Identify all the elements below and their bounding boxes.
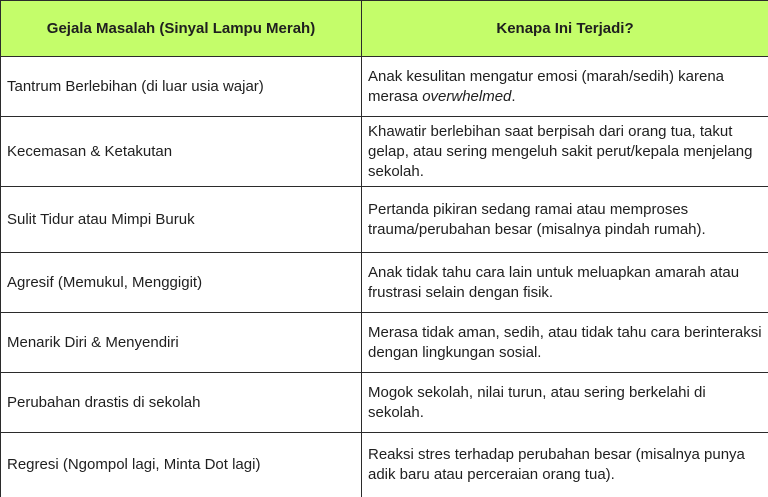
symptom-cell: Sulit Tidur atau Mimpi Buruk	[1, 187, 362, 253]
table-row	[1, 373, 768, 433]
reason-cell: Khawatir berlebihan saat berpisah dari orang tua, takut gelap, atau sering mengeluh sakit perut/kepala menjelang sekolah.	[362, 117, 768, 187]
header-symptom: Gejala Masalah (Sinyal Lampu Merah)	[1, 1, 362, 57]
reason-cell	[362, 57, 768, 117]
reason-cell: Pertanda pikiran sedang ramai atau memproses trauma/perubahan besar (misalnya pindah rumah).	[362, 187, 768, 253]
header-reason: Kenapa Ini Terjadi?	[362, 1, 768, 57]
reason-cell: Reaksi stres terhadap perubahan besar (misalnya punya adik baru atau perceraian orang tua).	[362, 433, 768, 497]
table-row	[1, 313, 768, 373]
symptom-cell: Tantrum Berlebihan (di luar usia wajar)	[1, 57, 362, 117]
table-row	[1, 187, 768, 253]
table-row	[1, 57, 768, 117]
symptom-cell: Menarik Diri & Menyendiri	[1, 313, 362, 373]
reason-cell: Anak tidak tahu cara lain untuk meluapkan amarah atau frustrasi selain dengan fisik.	[362, 253, 768, 313]
reason-cell: Merasa tidak aman, sedih, atau tidak tahu cara berinteraksi dengan lingkungan sosial.	[362, 313, 768, 373]
header-row	[1, 1, 768, 57]
reason-text-end: .	[511, 87, 516, 105]
table-row	[1, 433, 768, 497]
symptom-cell: Agresif (Memukul, Menggigit)	[1, 253, 362, 313]
symptom-cell: Perubahan drastis di sekolah	[1, 373, 362, 433]
symptom-cell: Regresi (Ngompol lagi, Minta Dot lagi)	[1, 433, 362, 497]
table-row	[1, 117, 768, 187]
reason-emphasis: overwhelmed	[422, 87, 512, 105]
reason-text: Anak kesulitan mengatur emosi (marah/sedih) karena merasa	[368, 67, 725, 105]
table-row	[1, 253, 768, 313]
reason-cell: Mogok sekolah, nilai turun, atau sering berkelahi di sekolah.	[362, 373, 768, 433]
symptom-cell: Kecemasan & Ketakutan	[1, 117, 362, 187]
